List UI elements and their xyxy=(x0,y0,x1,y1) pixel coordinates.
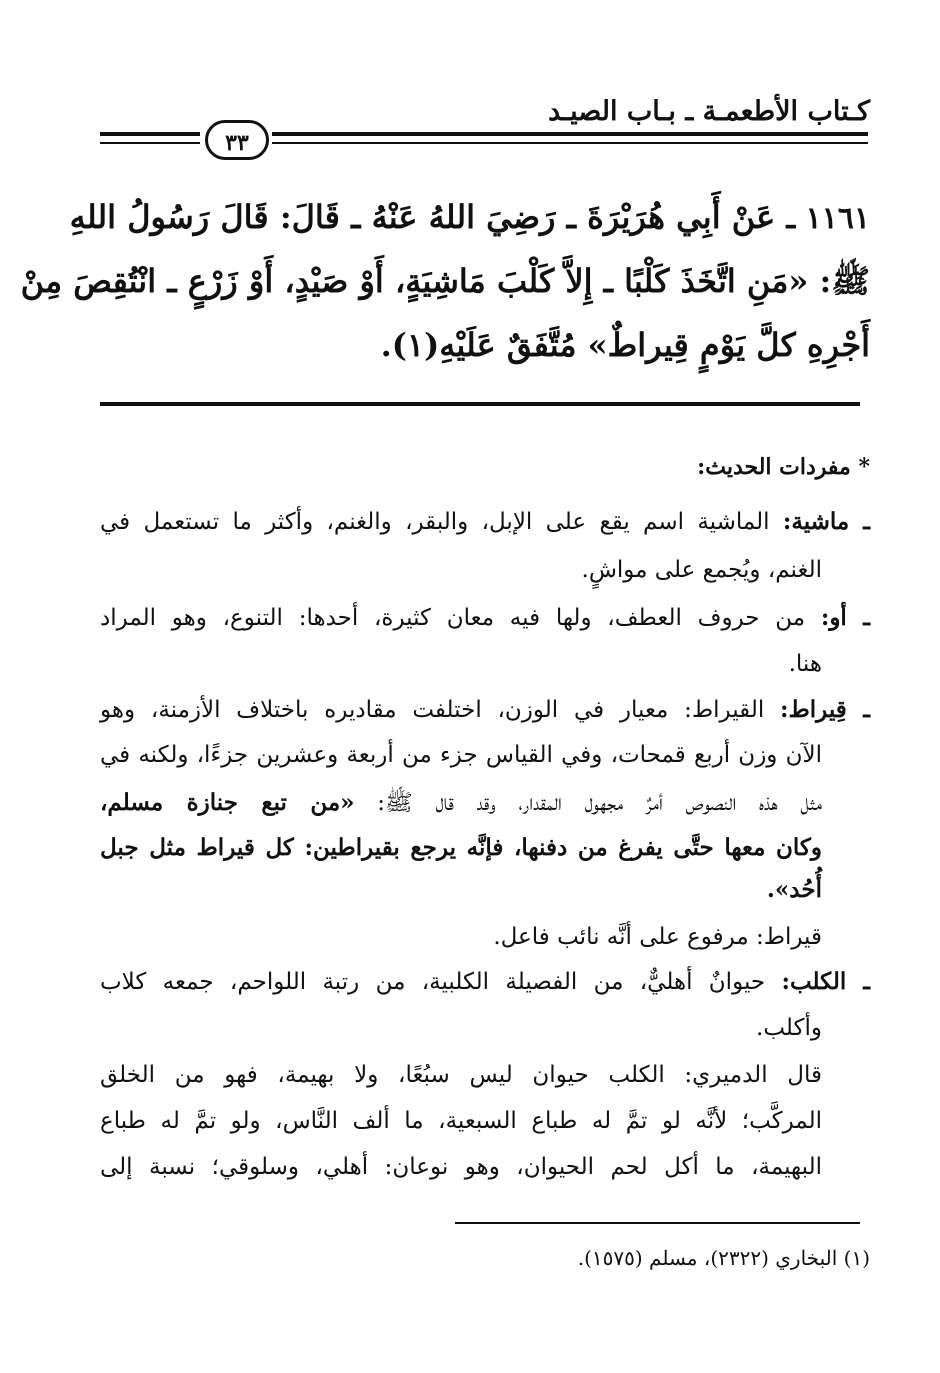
vocab-qirat-line-5: أُحُد». xyxy=(766,876,822,903)
hadith-line-1 xyxy=(69,198,870,236)
vocab-qirat-line-1: ـ قِيراط: القيراط: معيار في الوزن، اختلفت مقاديره باختلاف الأزمنة، وهو xyxy=(100,696,871,723)
term-qirat: ـ قِيراط: xyxy=(780,696,871,723)
footnote: (١) البخاري (٢٣٢٢)، مسلم (١٥٧٥). xyxy=(577,1246,870,1270)
header-rule-right-thin xyxy=(272,142,868,144)
vocab-mashiya-line-1: ـ ماشية: الماشية اسم يقع على الإبل، والبقر، والغنم، وأكثر ما تستعمل في xyxy=(100,508,870,535)
damiri-line-1: قال الدميري: الكلب حيوان ليس سبُعًا، ولا بهيمة، فهو من الخلق xyxy=(100,1062,822,1088)
vocab-heading: * مفردات الحديث: xyxy=(697,454,870,480)
term-kalb: ـ الكلب: xyxy=(781,968,871,995)
vocab-qirat-line-2: الآن وزن أربع قمحات، وفي القياس جزء من أربعة وعشرين جزءًا، ولكنه في xyxy=(100,742,822,768)
vocab-qirat-line-3: مثل هذه النصوص أمرٌ مجهول المقدار، وقد قال ﷺ: «من تبع جنازة مسلم، xyxy=(100,789,822,816)
header-rule-left-thin xyxy=(100,142,200,144)
hadith-line-3: أَجْرِهِ كلَّ يَوْمٍ قِيراطٌ» مُتَّفَقٌ عَلَيْهِ(١). xyxy=(380,326,870,364)
hadith-number: ١١٦١ ـ xyxy=(786,201,870,236)
header-rule-right xyxy=(272,132,868,136)
vocab-aw-line-1: ـ أو: من حروف العطف، ولها فيه معان كثيرة، أحدها: التنوع، وهو المراد xyxy=(100,604,870,631)
hadith-text-1: عَنْ أَبِي هُرَيْرَةَ ـ رَضِيَ اللهُ عَنْهُ ـ قَالَ: قَالَ رَسُولُ اللهِ xyxy=(69,198,776,236)
section-separator xyxy=(100,402,860,406)
vocab-qirat-line-6: قيراط: مرفوع على أنَّه نائب فاعل. xyxy=(493,924,822,950)
vocab-qirat-line-4: وكان معها حتَّى يفرغ من دفنها، فإنَّه يرجع بقيراطين: كل قيراط مثل جبل xyxy=(100,834,822,861)
term-mashiya: ـ ماشية: xyxy=(782,508,870,535)
header-rule-left xyxy=(100,132,200,136)
vocab-kalb-line-2: وأكلب. xyxy=(756,1015,822,1041)
page-number: ٣٣ xyxy=(205,120,269,160)
hadith-line-2: ﷺ: «مَنِ اتَّخَذَ كَلْبًا ـ إِلاَّ كَلْبَ مَاشِيَةٍ، أَوْ صَيْدٍ، أَوْ زَرْعٍ ـ انْتُقِصَ مِنْ xyxy=(20,262,870,300)
vocab-aw-line-2: هنا. xyxy=(788,651,822,677)
damiri-line-2: المركَّب؛ لأنَّه لو تمَّ له طباع السبعية، ما ألف النَّاس، ولو تمَّ له طباع xyxy=(100,1108,822,1134)
damiri-line-3: البهيمة، ما أكل لحم الحيوان، وهو نوعان: أهلي، وسلوقي؛ نسبة إلى xyxy=(100,1154,822,1180)
footnote-rule xyxy=(455,1222,860,1224)
running-header-title: كـتاب الأطعمـة ـ بـاب الصيـد xyxy=(548,96,870,127)
vocab-kalb-line-1: ـ الكلب: حيوانٌ أهليٌّ، من الفصيلة الكلبية، من رتبة اللواحم، جمعه كلاب xyxy=(100,968,871,995)
term-aw: ـ أو: xyxy=(820,604,870,631)
vocab-mashiya-line-2: الغنم، ويُجمع على مواشٍ. xyxy=(581,557,822,583)
